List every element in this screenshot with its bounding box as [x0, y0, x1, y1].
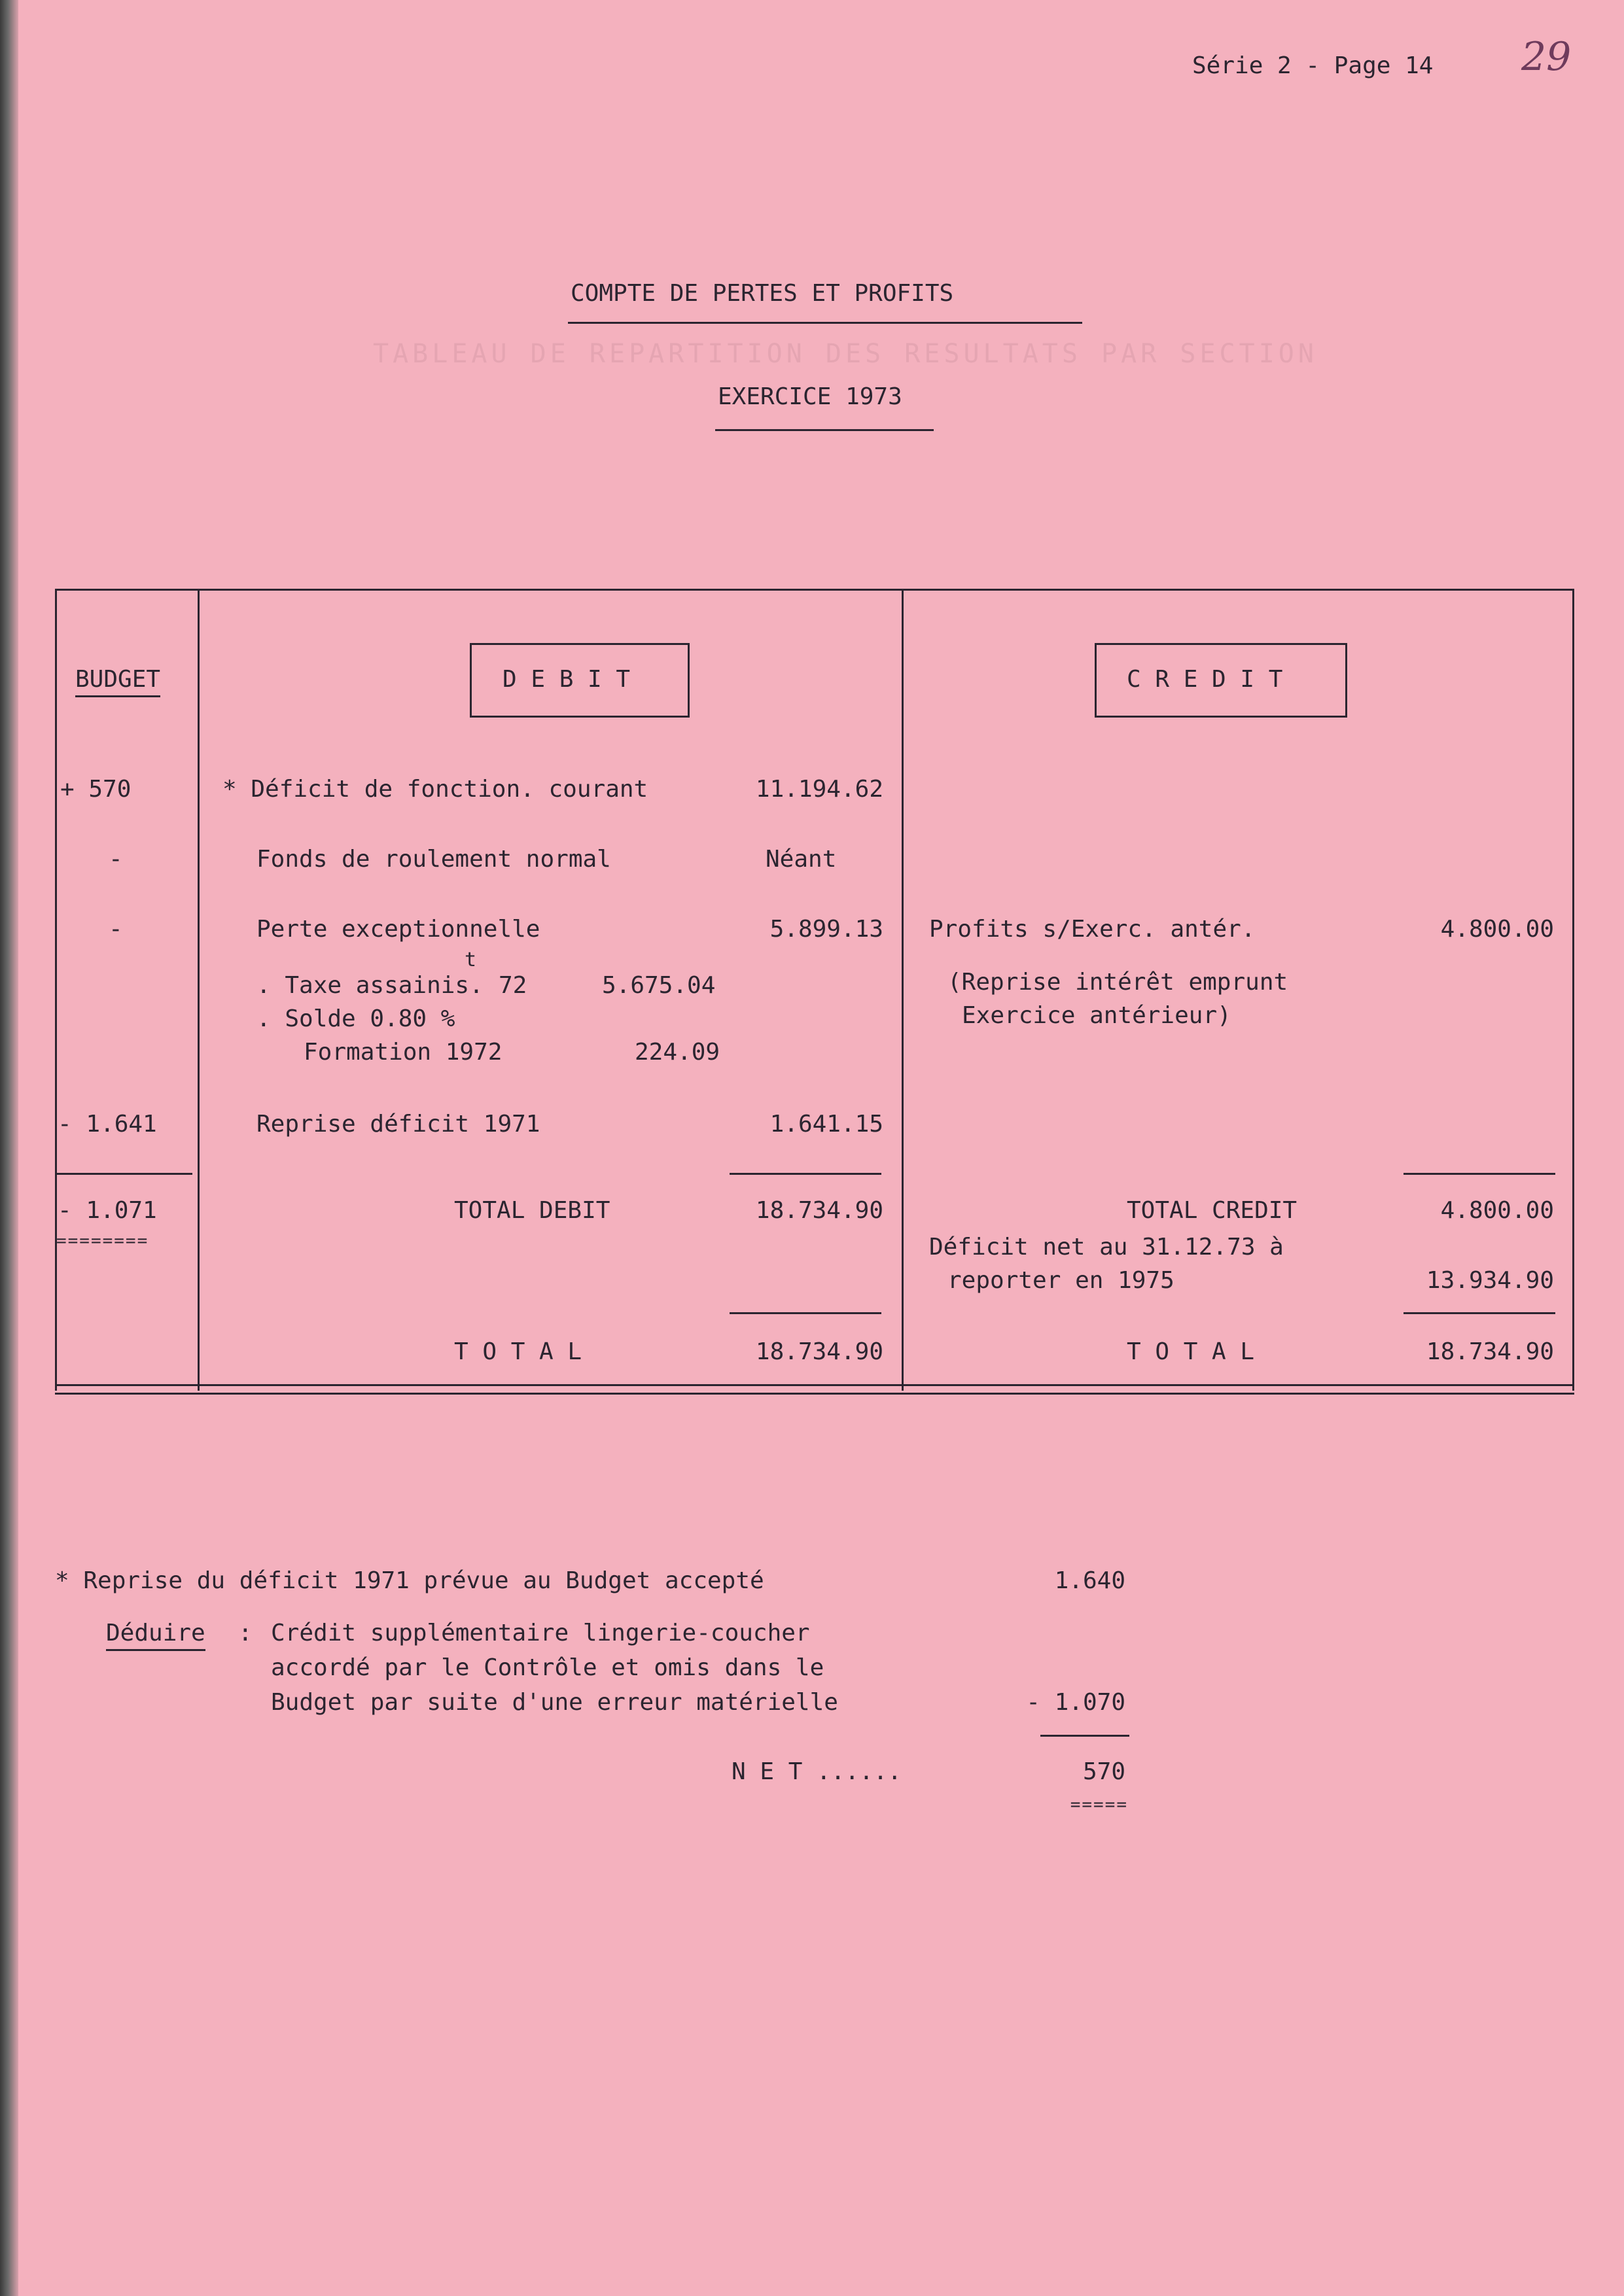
row3-credit-amount: 4.800.00	[1440, 916, 1554, 943]
grand-credit-rule	[1403, 1312, 1555, 1314]
table-center-divider	[902, 589, 904, 1391]
row3-label: Perte exceptionnelle	[256, 916, 540, 943]
budget-header: BUDGET	[75, 666, 160, 697]
exercise-title: EXERCICE 1973	[718, 383, 902, 410]
debit-sum-rule	[730, 1173, 881, 1175]
credit-note-line2: Exercice antérieur)	[962, 1002, 1231, 1029]
deduire-colon: :	[238, 1620, 253, 1646]
net-amount: 570	[1082, 1758, 1125, 1785]
deduire-line2: accordé par le Contrôle et omis dans le	[271, 1654, 824, 1681]
table-budget-divider	[198, 589, 200, 1391]
reprise-amount: 1.641.15	[769, 1111, 883, 1138]
reprise-label: Reprise déficit 1971	[256, 1111, 540, 1138]
net-label: N E T ......	[732, 1758, 902, 1785]
deficit-net-amount: 13.934.90	[1426, 1267, 1554, 1294]
total-budget: - 1.071	[58, 1197, 157, 1224]
row2-label: Fonds de roulement normal	[256, 846, 611, 873]
sub-item-taxe-amount: 5.675.04	[602, 972, 716, 999]
footnote-star-amount: 1.640	[1054, 1567, 1125, 1594]
row3-amount: 5.899.13	[769, 916, 883, 943]
credit-sum-rule	[1403, 1173, 1555, 1175]
sub-item-formation-amount: 224.09	[635, 1039, 720, 1066]
grand-debit-rule	[730, 1312, 881, 1314]
table-top-border	[55, 589, 1574, 591]
reprise-budget: - 1.641	[58, 1111, 157, 1138]
deficit-net-line2: reporter en 1975	[947, 1267, 1174, 1294]
net-double-rule: =====	[1070, 1795, 1128, 1815]
budget-sum-rule	[56, 1173, 192, 1175]
footnote-star-line: * Reprise du déficit 1971 prévue au Budget accepté	[55, 1567, 764, 1594]
deficit-net-line1: Déficit net au 31.12.73 à	[929, 1234, 1284, 1261]
total-debit-amount: 18.734.90	[755, 1197, 883, 1224]
row2-amount: Néant	[766, 846, 837, 873]
deduire-line1: Crédit supplémentaire lingerie-coucher	[271, 1620, 810, 1646]
sub-item-formation: Formation 1972	[304, 1039, 503, 1066]
row3-credit-label: Profits s/Exerc. antér.	[929, 916, 1256, 943]
sub-item-superscript: t	[465, 948, 477, 971]
grand-total-credit-label: T O T A L	[1127, 1338, 1255, 1365]
row1-budget: + 570	[60, 776, 132, 803]
grand-total-credit-amount: 18.734.90	[1426, 1338, 1554, 1365]
row1-label: * Déficit de fonction. courant	[222, 776, 648, 803]
sub-item-taxe-year: 72	[499, 972, 527, 999]
table-left-border	[55, 589, 57, 1391]
binding-edge	[0, 0, 18, 2296]
total-credit-label: TOTAL CREDIT	[1127, 1197, 1297, 1224]
show-through-text: TABLEAU DE REPARTITION DES RESULTATS PAR SECTION	[373, 339, 1318, 369]
main-title: COMPTE DE PERTES ET PROFITS	[571, 280, 954, 307]
sub-item-solde: . Solde 0.80 %	[256, 1005, 455, 1032]
table-bottom-double-rule	[55, 1384, 1574, 1395]
deduire-amount: - 1.070	[1026, 1689, 1125, 1716]
debit-header: D E B I T	[503, 666, 631, 693]
total-debit-label: TOTAL DEBIT	[454, 1197, 610, 1224]
deduire-label: Déduire	[106, 1620, 205, 1651]
row1-amount: 11.194.62	[755, 776, 883, 803]
row3-budget: -	[109, 916, 123, 943]
budget-double-rule: ========	[56, 1231, 149, 1251]
credit-note-line1: (Reprise intérêt emprunt	[947, 969, 1288, 996]
exercise-title-underline	[715, 429, 934, 431]
grand-total-debit-amount: 18.734.90	[755, 1338, 883, 1365]
sub-item-taxe: . Taxe assainis.	[256, 972, 484, 999]
row2-budget: -	[109, 846, 123, 873]
main-title-underline	[568, 322, 1082, 324]
handwritten-page-number: 29	[1521, 34, 1572, 80]
net-sum-rule	[1040, 1735, 1129, 1737]
deduire-line3: Budget par suite d'une erreur matérielle	[271, 1689, 838, 1716]
grand-total-debit-label: T O T A L	[454, 1338, 582, 1365]
credit-header: C R E D I T	[1127, 666, 1283, 693]
table-right-border	[1572, 589, 1574, 1391]
total-credit-amount: 4.800.00	[1440, 1197, 1554, 1224]
page-reference: Série 2 - Page 14	[1192, 52, 1434, 79]
